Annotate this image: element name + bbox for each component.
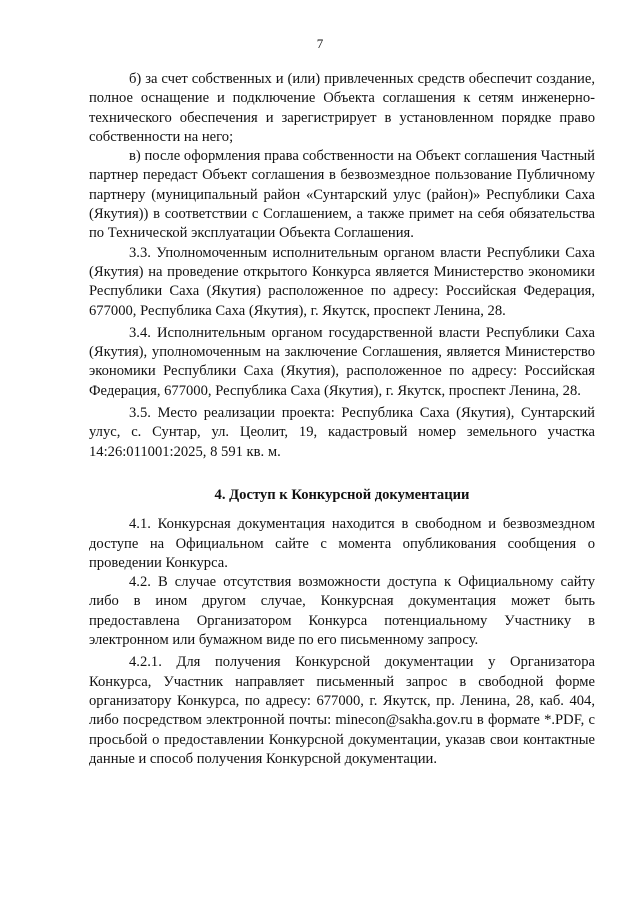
paragraph-4-2: 4.2. В случае отсутствия возможности доступа к Официальному сайту либо в ином другом случае, Конкурсная документация может быть предоставлена Организатором Конкурса потенциальному Участнику в электронном или бумажном виде по его письменному запросу. (89, 574, 595, 649)
section-heading: 4. Доступ к Конкурсной документации (214, 486, 470, 503)
page-number: 7 (316, 36, 324, 51)
document-body (89, 70, 595, 769)
paragraph-4-2-1: 4.2.1. Для получения Конкурсной документации у Организатора Конкурса, Участник направляет письменный запрос в свободной форме организатору Конкурса, по адресу: 677000, г. Якутск, пр. Ленина, 28, каб. 404, либо посредством электронной почты: minecon@sakha.gov.ru в формате *.PDF, с просьбой о предоставлении Конкурсной документации, указав свои контактные данные и способ получения Конкурсной документации. (89, 654, 595, 767)
paragraph-v: в) после оформления права собственности на Объект соглашения Частный партнер передаст Объект соглашения в безвозмездное пользование Публичному партнеру (муниципальный район «Сунтарский улус (район)» Республики Саха (Якутия)) в соответствии с Соглашением, а также примет на себя обязательства по Технической эксплуатации Объекта Соглашения. (89, 148, 595, 242)
paragraph-3-4: 3.4. Исполнительным органом государственной власти Республики Саха (Якутия), уполномоченным на заключение Соглашения, является Министерство экономики Республики Саха (Якутия), расположенное по адресу: Российская Федерация, 677000, Республика Саха (Якутия), г. Якутск, проспект Ленина, 28. (89, 324, 595, 399)
paragraph-3-5: 3.5. Место реализации проекта: Республика Саха (Якутия), Сунтарский улус, с. Сунтар, ул. Цеолит, 19, кадастровый номер земельного участка 14:26:011001:2025, 8 591 кв. м. (89, 405, 595, 460)
paragraph-3-3: 3.3. Уполномоченным исполнительным органом власти Республики Саха (Якутия) на проведение открытого Конкурса является Министерство экономики Республики Саха (Якутия) расположенное по адресу: Российская Федерация, 677000, Республика Саха (Якутия), г. Якутск, проспект Ленина, 28. (89, 244, 595, 319)
paragraph-4-1: 4.1. Конкурсная документация находится в свободном и безвозмездном доступе на Официальном сайте с момента опубликования сообщения о проведении Конкурса. (89, 516, 595, 571)
paragraph-b: б) за счет собственных и (или) привлеченных средств обеспечит создание, полное оснащение и подключение Объекта соглашения к сетям инженерно-технического обеспечения и зарегистрирует в установленном порядке право собственности на него; (89, 71, 595, 145)
